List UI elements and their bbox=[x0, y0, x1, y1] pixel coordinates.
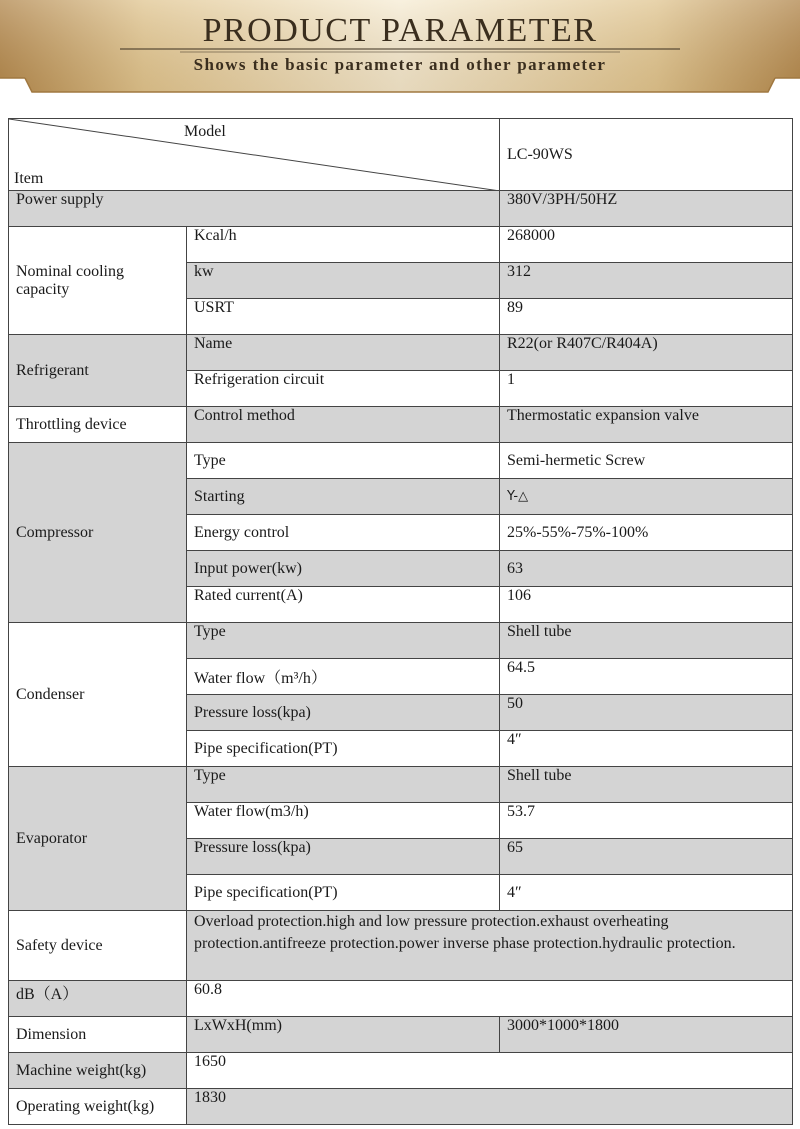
table-row bbox=[9, 227, 793, 263]
compressor-sub-label: Type bbox=[187, 443, 500, 479]
compressor-label: Compressor bbox=[9, 443, 187, 623]
table-row bbox=[9, 1089, 793, 1125]
refrigerant-value: R22(or R407C/R404A) bbox=[500, 335, 793, 371]
cooling-sub-label: kw bbox=[187, 263, 500, 299]
compressor-value: 106 bbox=[500, 587, 793, 623]
dimension-value: 3000*1000*1800 bbox=[500, 1017, 793, 1053]
evaporator-sub-label: Pipe specification(PT) bbox=[187, 875, 500, 911]
table-row bbox=[9, 981, 793, 1017]
cooling-value: 312 bbox=[500, 263, 793, 299]
banner-title: PRODUCT PARAMETER bbox=[202, 12, 598, 49]
table-row bbox=[9, 911, 793, 981]
refrigerant-value: 1 bbox=[500, 371, 793, 407]
condenser-sub-label: Water flow（m³/h） bbox=[187, 659, 500, 695]
cooling-value: 89 bbox=[500, 299, 793, 335]
table-row bbox=[9, 623, 793, 659]
table-row bbox=[9, 767, 793, 803]
table-row bbox=[9, 1017, 793, 1053]
operating-weight-label: Operating weight(kg) bbox=[9, 1089, 187, 1125]
power-supply-label: Power supply bbox=[9, 191, 500, 227]
noise-label: dB（A） bbox=[9, 981, 187, 1017]
evaporator-value: 65 bbox=[500, 839, 793, 875]
compressor-value: Semi-hermetic Screw bbox=[500, 443, 793, 479]
diagonal-line bbox=[9, 119, 500, 191]
safety-device-label: Safety device bbox=[9, 911, 187, 981]
condenser-value: 64.5 bbox=[500, 659, 793, 695]
table-row bbox=[9, 407, 793, 443]
cooling-value: 268000 bbox=[500, 227, 793, 263]
table-row bbox=[9, 335, 793, 371]
throttling-sub-label: Control method bbox=[187, 407, 500, 443]
dimension-label: Dimension bbox=[9, 1017, 187, 1053]
evaporator-sub-label: Water flow(m3/h) bbox=[187, 803, 500, 839]
evaporator-sub-label: Type bbox=[187, 767, 500, 803]
header-banner bbox=[0, 0, 800, 95]
throttling-value: Thermostatic expansion valve bbox=[500, 407, 793, 443]
evaporator-value: Shell tube bbox=[500, 767, 793, 803]
evaporator-value: 4″ bbox=[500, 875, 793, 911]
evaporator-sub-label: Pressure loss(kpa) bbox=[187, 839, 500, 875]
refrigerant-label: Refrigerant bbox=[9, 335, 187, 407]
compressor-value: Y-△ bbox=[500, 479, 793, 515]
condenser-value: Shell tube bbox=[500, 623, 793, 659]
condenser-sub-label: Type bbox=[187, 623, 500, 659]
noise-value: 60.8 bbox=[187, 981, 793, 1017]
table-row bbox=[9, 1053, 793, 1089]
cooling-sub-label: Kcal/h bbox=[187, 227, 500, 263]
item-label: Item bbox=[14, 170, 44, 187]
compressor-sub-label: Input power(kw) bbox=[187, 551, 500, 587]
condenser-label: Condenser bbox=[9, 623, 187, 767]
power-supply-value: 380V/3PH/50HZ bbox=[500, 191, 793, 227]
cooling-capacity-label: Nominal cooling capacity bbox=[9, 227, 187, 335]
evaporator-value: 53.7 bbox=[500, 803, 793, 839]
model-item-header-cell bbox=[9, 119, 500, 191]
parameter-table bbox=[8, 118, 793, 1125]
compressor-value: 25%-55%-75%-100% bbox=[500, 515, 793, 551]
condenser-sub-label: Pressure loss(kpa) bbox=[187, 695, 500, 731]
refrigerant-sub-label: Name bbox=[187, 335, 500, 371]
table-row bbox=[9, 443, 793, 479]
compressor-sub-label: Energy control bbox=[187, 515, 500, 551]
cooling-sub-label: USRT bbox=[187, 299, 500, 335]
machine-weight-label: Machine weight(kg) bbox=[9, 1053, 187, 1089]
throttling-label: Throttling device bbox=[9, 407, 187, 443]
dimension-sub-label: LxWxH(mm) bbox=[187, 1017, 500, 1053]
compressor-value: 63 bbox=[500, 551, 793, 587]
safety-device-value: Overload protection.high and low pressure protection.exhaust overheating protection.antifreeze protection.power inverse phase protection.hydraulic protection. bbox=[187, 911, 793, 981]
compressor-sub-label: Rated current(A) bbox=[187, 587, 500, 623]
refrigerant-sub-label: Refrigeration circuit bbox=[187, 371, 500, 407]
condenser-value: 50 bbox=[500, 695, 793, 731]
condenser-value: 4″ bbox=[500, 731, 793, 767]
model-value: LC-90WS bbox=[500, 119, 793, 191]
banner-subtitle: Shows the basic parameter and other parameter bbox=[193, 55, 607, 74]
model-label: Model bbox=[184, 123, 226, 140]
compressor-sub-label: Starting bbox=[187, 479, 500, 515]
machine-weight-value: 1650 bbox=[187, 1053, 793, 1089]
operating-weight-value: 1830 bbox=[187, 1089, 793, 1125]
table-row bbox=[9, 191, 793, 227]
evaporator-label: Evaporator bbox=[9, 767, 187, 911]
table-header-row bbox=[9, 119, 793, 191]
condenser-sub-label: Pipe specification(PT) bbox=[187, 731, 500, 767]
